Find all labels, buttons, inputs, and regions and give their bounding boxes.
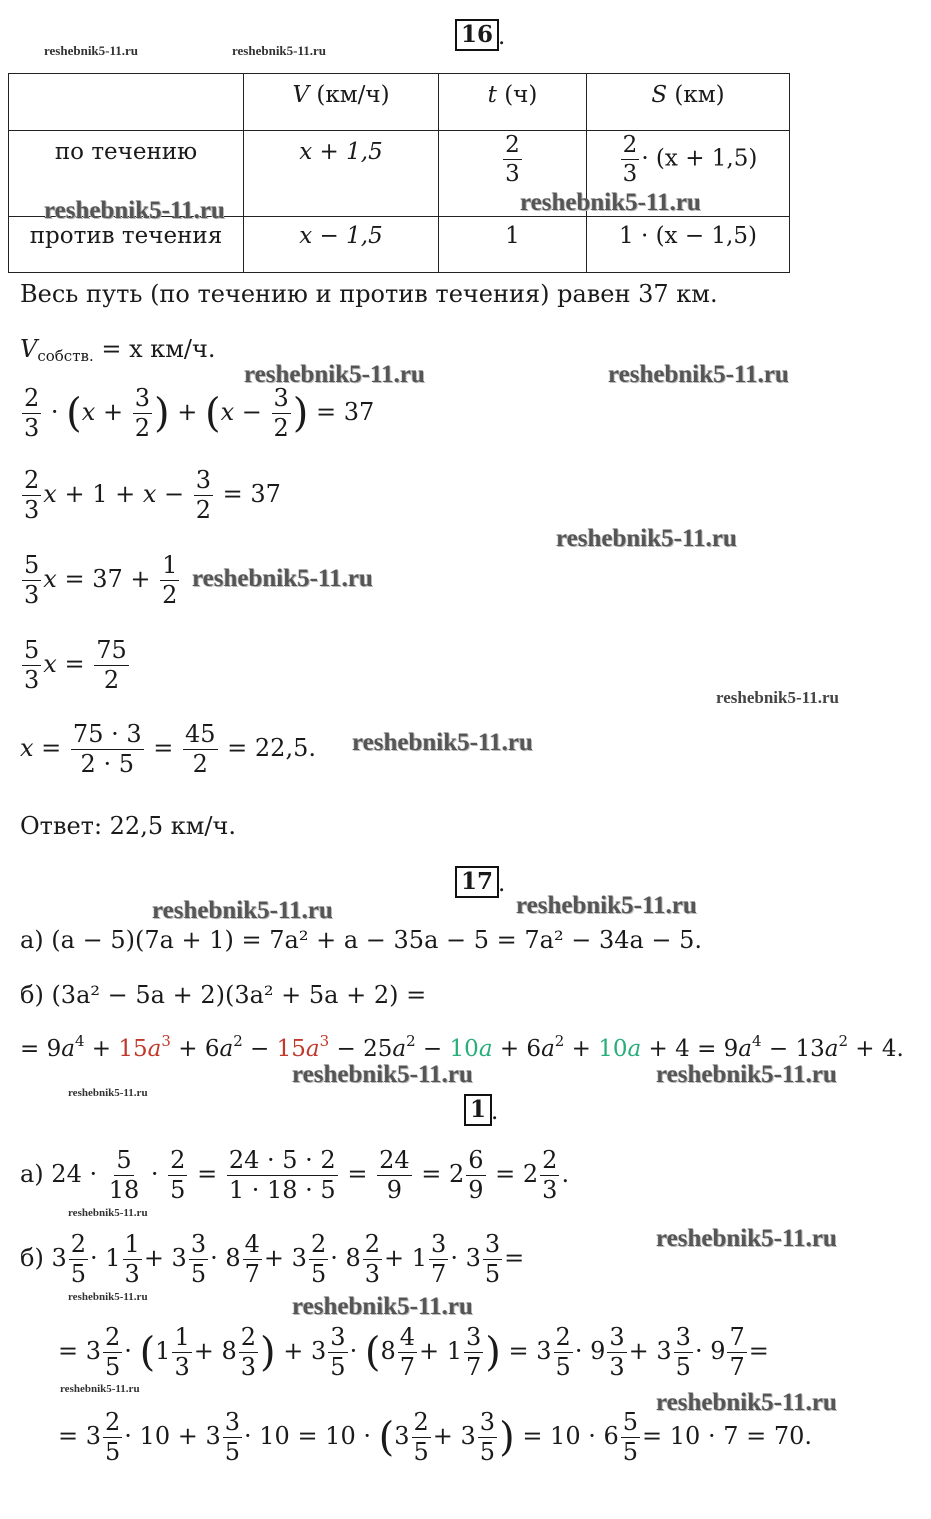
table-header-speed: V (км/ч) bbox=[244, 74, 439, 131]
watermark: reshebnik5-11.ru bbox=[68, 1087, 148, 1099]
row-upstream-speed: x − 1,5 bbox=[244, 217, 439, 273]
problem-17-dot: . bbox=[498, 871, 506, 897]
watermark: reshebnik5-11.ru bbox=[656, 1061, 837, 1088]
watermark: reshebnik5-11.ru bbox=[292, 1061, 473, 1088]
row-downstream-label: по течению bbox=[9, 131, 244, 217]
watermark: reshebnik5-11.ru bbox=[352, 729, 533, 756]
problem-16-dot: . bbox=[498, 24, 506, 50]
row-downstream-time: $\frac{2}{3}$ bbox=[439, 131, 587, 217]
equation-5: x = $\frac{75 \cdot 3}{2 \cdot 5}$ = $\frac{45}{2}$ = 22,5. bbox=[20, 720, 316, 779]
row-upstream-distance: 1 · (x − 1,5) bbox=[587, 217, 790, 273]
problem-1-dot: . bbox=[491, 1099, 499, 1125]
problem-1-b: б) 3 $\frac{2}{5}$ · 1 $\frac{1}{3}$ + 3 $\frac{3}{5}$ · 8 $\frac{4}{7}$ + 3 $\frac{2}{5}$ · 8 $\frac{2}{3}$ + 1 $\frac{3}{7}$ · 3 $\frac{3}{5}$ = bbox=[20, 1230, 525, 1289]
watermark: reshebnik5-11.ru bbox=[244, 361, 425, 388]
problem-17-number: 17 bbox=[455, 866, 499, 898]
row-upstream-time: 1 bbox=[439, 217, 587, 273]
row-downstream-distance: $\frac{2}{3}$ · (x + 1,5) bbox=[587, 131, 790, 217]
row-downstream-speed: x + 1,5 bbox=[244, 131, 439, 217]
watermark: reshebnik5-11.ru bbox=[68, 1291, 148, 1303]
problem-17-b-expansion: = $9a^4 + 15a^3 + 6a^2 - 15a^3 - 25a^2 - 10a + 6a^2 + 10a + 4 = 9a^4 - 13a^2 + 4$. bbox=[20, 1032, 904, 1062]
problem-16-answer: Ответ: 22,5 км/ч. bbox=[20, 812, 236, 840]
equation-3: $\frac{5}{3}$ x = 37 + $\frac{1}{2}$ bbox=[24, 551, 178, 610]
own-speed-line: $V_{собств.} = x$ км/ч. bbox=[20, 335, 216, 365]
problem-17-b: б) (3a² − 5a + 2)(3a² + 5a + 2) = bbox=[20, 981, 427, 1009]
motion-table bbox=[8, 73, 790, 273]
problem-16-statement: Весь путь (по течению и против течения) равен 37 км. bbox=[20, 280, 718, 308]
watermark: reshebnik5-11.ru bbox=[556, 525, 737, 552]
problem-1-number: 1 bbox=[464, 1094, 492, 1126]
watermark: reshebnik5-11.ru bbox=[656, 1389, 837, 1416]
problem-1-b-step-3: = 3 $\frac{2}{5}$ · 10 + 3 $\frac{3}{5}$ · 10 = 10 · (3 $\frac{2}{5}$ + 3 $\frac{3}{5}$ ) = 10 · 6 $\frac{5}{5}$ = 10 · 7 = 70. bbox=[58, 1408, 812, 1467]
table-header-time: t (ч) bbox=[439, 74, 587, 131]
problem-17-a: а) (a − 5)(7a + 1) = 7a² + a − 35a − 5 = 7a² − 34a − 5. bbox=[20, 926, 703, 954]
watermark: reshebnik5-11.ru bbox=[608, 361, 789, 388]
problem-1-a: а) 24 · $\frac{5}{18}$ · $\frac{2}{5}$ = $\frac{24 \cdot 5 \cdot 2}{1 \cdot 18 \cdot 5}$ = $\frac{24}{9}$ = 2 $\frac{6}{9}$ = 2 $\frac{2}{3}$ . bbox=[20, 1146, 570, 1205]
equation-2: $\frac{2}{3}$ x + 1 + x − $\frac{3}{2}$ = 37 bbox=[24, 466, 281, 525]
watermark: reshebnik5-11.ru bbox=[292, 1293, 473, 1320]
watermark: reshebnik5-11.ru bbox=[232, 43, 327, 58]
row-upstream-label: против течения bbox=[9, 217, 244, 273]
watermark: reshebnik5-11.ru bbox=[516, 892, 697, 919]
watermark: reshebnik5-11.ru bbox=[152, 897, 333, 924]
watermark: reshebnik5-11.ru bbox=[60, 1383, 140, 1395]
table-header-empty bbox=[9, 74, 244, 131]
watermark: reshebnik5-11.ru bbox=[44, 43, 139, 58]
watermark: reshebnik5-11.ru bbox=[520, 189, 701, 216]
watermark: reshebnik5-11.ru bbox=[716, 688, 839, 707]
watermark: reshebnik5-11.ru bbox=[68, 1207, 148, 1219]
problem-16-number: 16 bbox=[455, 19, 499, 51]
watermark: reshebnik5-11.ru bbox=[192, 565, 373, 592]
table-header-distance: S (км) bbox=[587, 74, 790, 131]
equation-1: $\frac{2}{3}$ · (x + $\frac{3}{2}$ ) + (x − $\frac{3}{2}$ ) = 37 bbox=[24, 384, 375, 443]
watermark: reshebnik5-11.ru bbox=[44, 197, 225, 224]
problem-1-b-step-2: = 3 $\frac{2}{5}$ · (1 $\frac{1}{3}$ + 8 $\frac{2}{3}$ ) + 3 $\frac{3}{5}$ · (8 $\frac{4}{7}$ + 1 $\frac{3}{7}$ ) = 3 $\frac{2}{5}$ · 9 $\frac{3}{3}$ + 3 $\frac{3}{5}$ · 9 $\frac{7}{7}$ = bbox=[58, 1323, 769, 1382]
watermark: reshebnik5-11.ru bbox=[656, 1225, 837, 1252]
equation-4: $\frac{5}{3}$ x = $\frac{75}{2}$ bbox=[24, 636, 127, 695]
